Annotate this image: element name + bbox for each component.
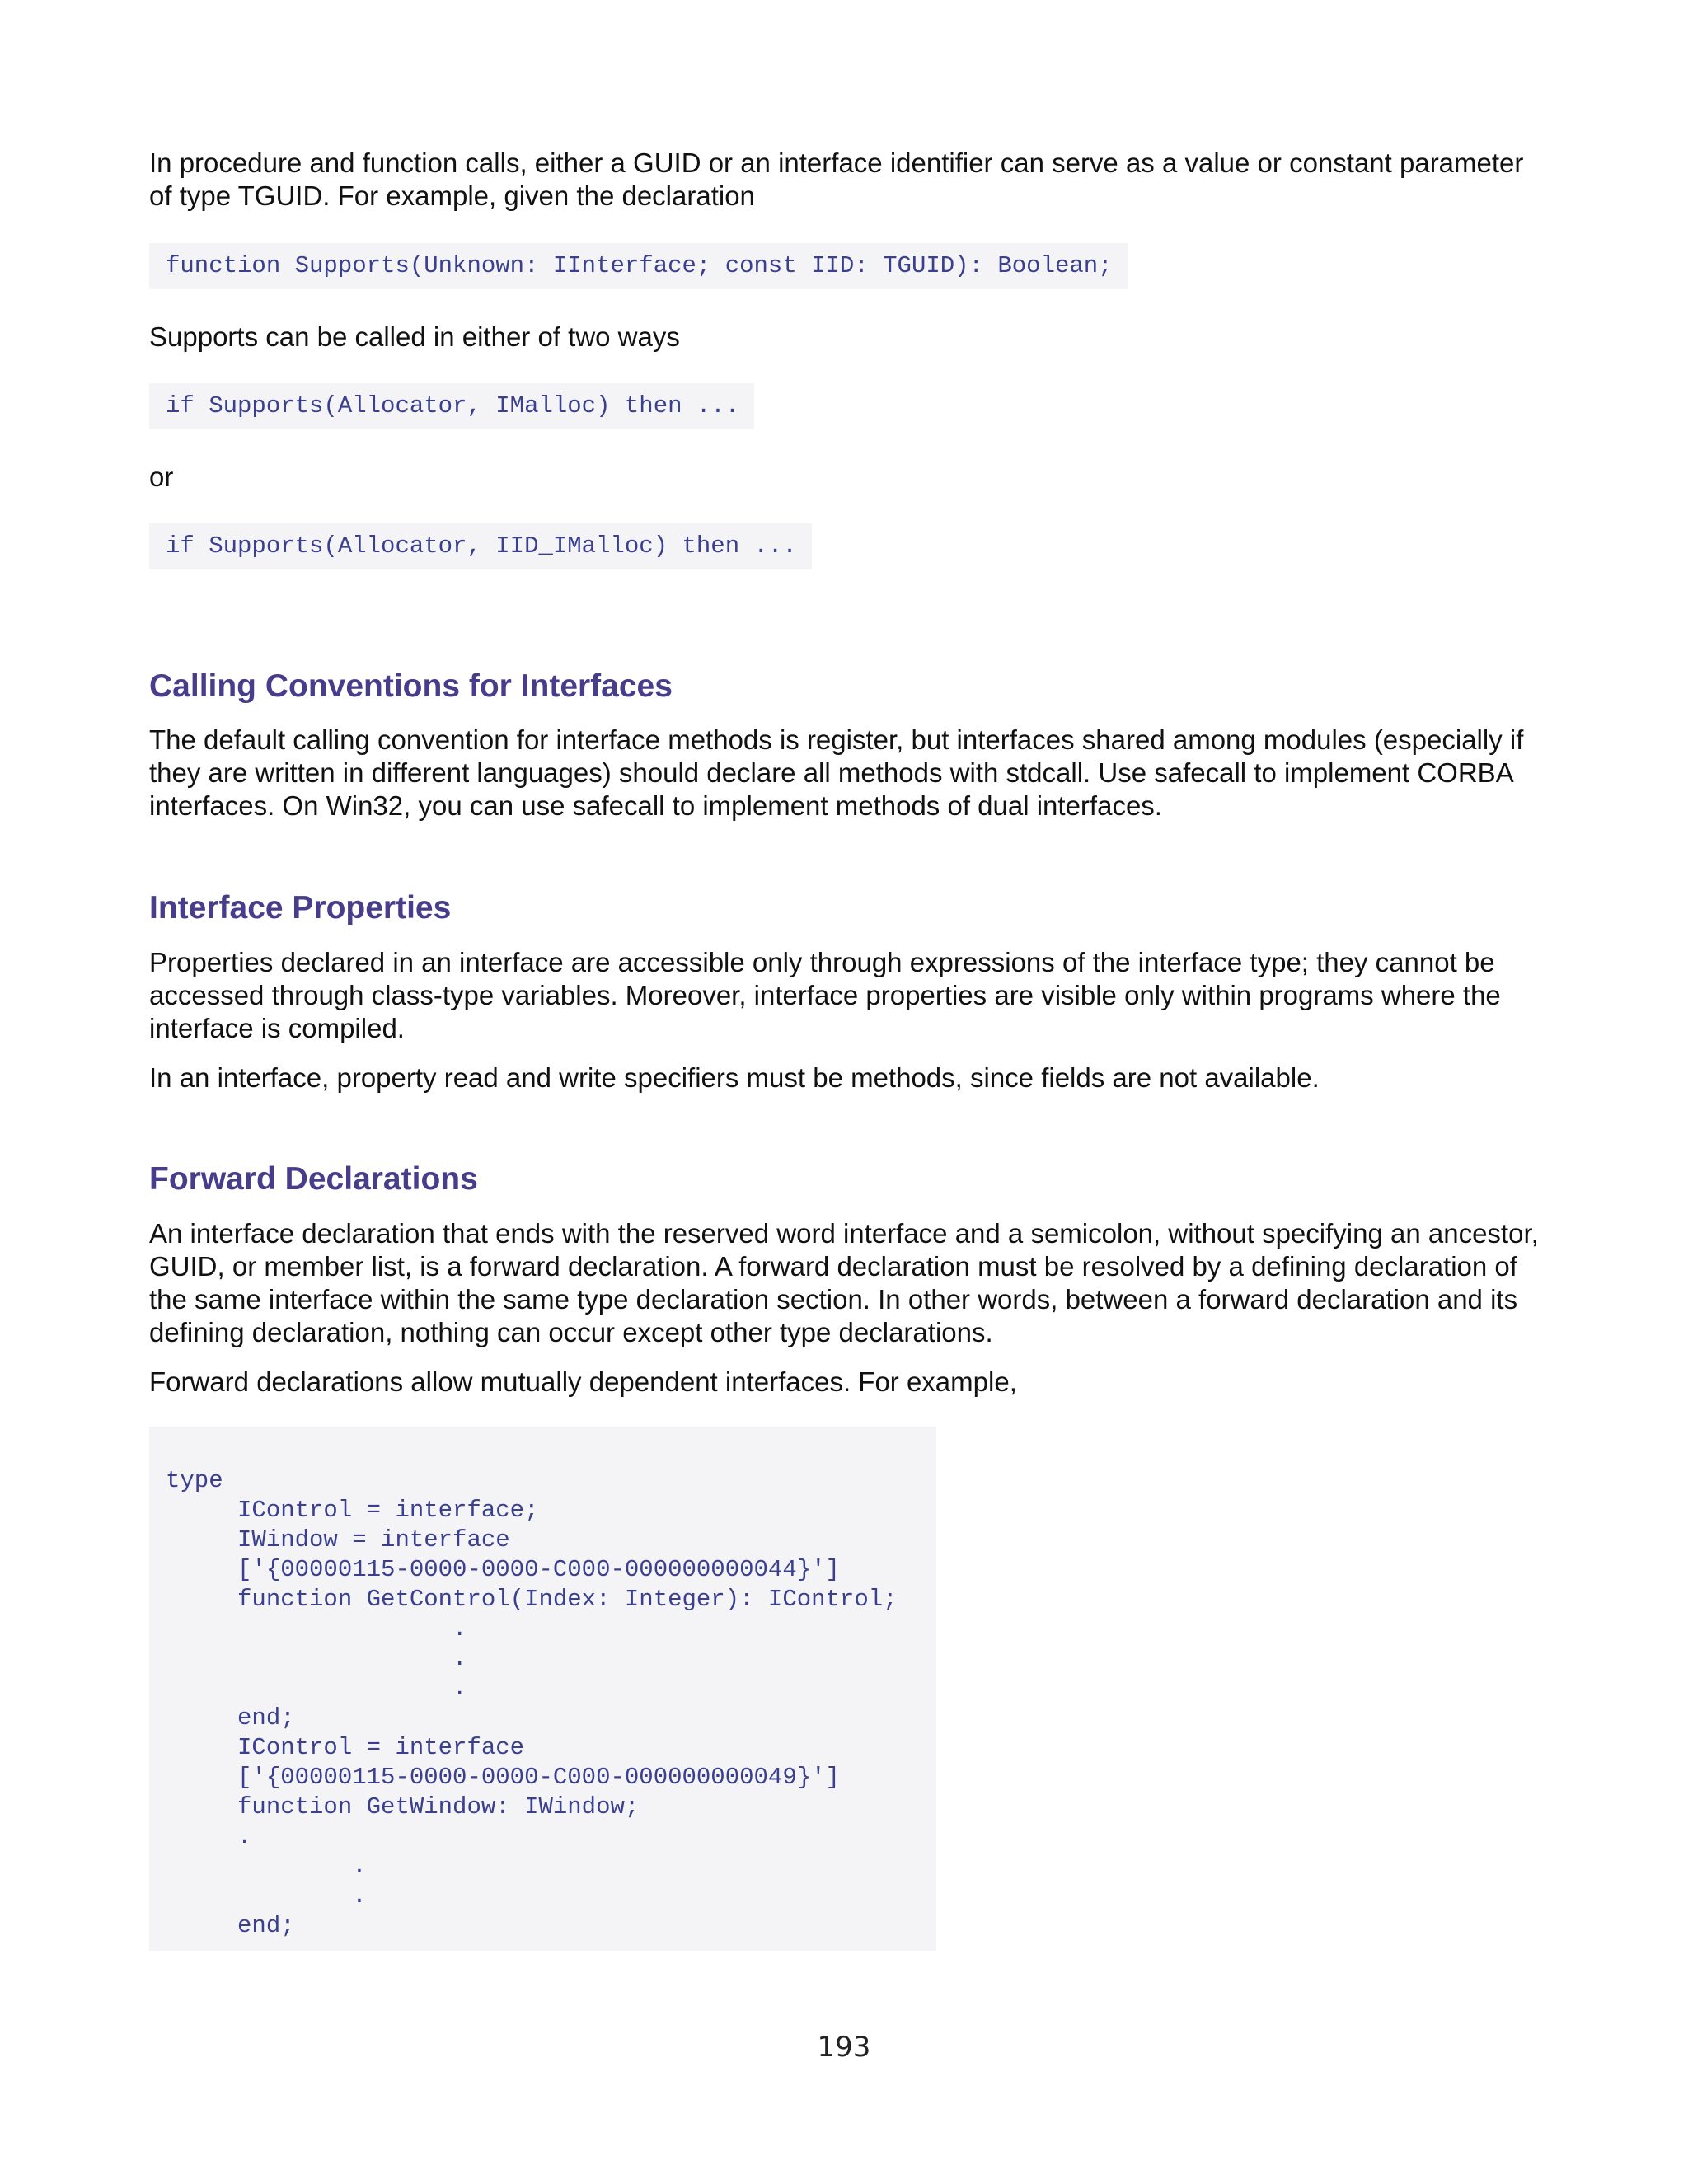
code-line: end; xyxy=(166,1704,295,1732)
code-line: . xyxy=(166,1675,467,1702)
code-declaration: function Supports(Unknown: IInterface; const IID: TGUID): Boolean; xyxy=(149,243,1128,289)
calling-conventions-paragraph: The default calling convention for interface methods is register, but interfaces shared among modules (especially if they are written in different languages) should declare all methods with stdcall. Use safecall to implement CORBA interfaces. On Win32, you can use safecall to implement methods of dual interfaces. xyxy=(149,724,1524,821)
section-heading-calling-conventions: Calling Conventions for Interfaces xyxy=(149,668,673,704)
code-line: ['{00000115-0000-0000-C000-000000000044}'] xyxy=(166,1556,840,1583)
code-line: . xyxy=(166,1615,467,1643)
code-line: IWindow = interface xyxy=(166,1526,510,1554)
code-line: IControl = interface; xyxy=(166,1497,539,1524)
code-call-2: if Supports(Allocator, IID_IMalloc) then ... xyxy=(149,523,812,569)
code-line: end; xyxy=(166,1912,295,1939)
code-line: ['{00000115-0000-0000-C000-000000000049}'] xyxy=(166,1764,840,1791)
code-line: IControl = interface xyxy=(166,1734,525,1761)
forward-declarations-paragraph-2: Forward declarations allow mutually dependent interfaces. For example, xyxy=(149,1366,1017,1397)
code-line: . xyxy=(166,1882,367,1910)
interface-properties-paragraph-1: Properties declared in an interface are accessible only through expressions of the interface type; they cannot be accessed through class-type variables. Moreover, interface properties are visible only within programs where the interface is compiled. xyxy=(149,947,1501,1043)
or-text: or xyxy=(149,462,174,492)
code-block-forward-declarations xyxy=(149,1427,936,1951)
intro-paragraph: In procedure and function calls, either a GUID or an interface identifier can serve as a value or constant parameter of type TGUID. For example, given the declaration xyxy=(149,148,1524,211)
interface-properties-paragraph-2: In an interface, property read and write specifiers must be methods, since fields are not available. xyxy=(149,1062,1320,1093)
code-line: . xyxy=(166,1853,367,1880)
page-number: 193 xyxy=(817,2031,871,2064)
code-line: . xyxy=(166,1645,467,1672)
code-line: function GetControl(Index: Integer): IControl; xyxy=(166,1586,898,1613)
forward-declarations-paragraph-1: An interface declaration that ends with the reserved word interface and a semicolon, without specifying an ancestor, GUID, or member list, is a forward declaration. A forward declaration must be resolved by a defining declaration of the same interface within the same type declaration section. In other words, between a forward declaration and its defining declaration, nothing can occur except other type declarations. xyxy=(149,1218,1539,1347)
code-line: . xyxy=(166,1823,252,1850)
code-line: function GetWindow: IWindow; xyxy=(166,1793,640,1821)
supports-text: Supports can be called in either of two ways xyxy=(149,321,680,352)
code-line: type xyxy=(166,1467,223,1494)
section-heading-forward-declarations: Forward Declarations xyxy=(149,1161,478,1197)
section-heading-interface-properties: Interface Properties xyxy=(149,890,452,926)
code-call-1: if Supports(Allocator, IMalloc) then ... xyxy=(149,383,754,429)
